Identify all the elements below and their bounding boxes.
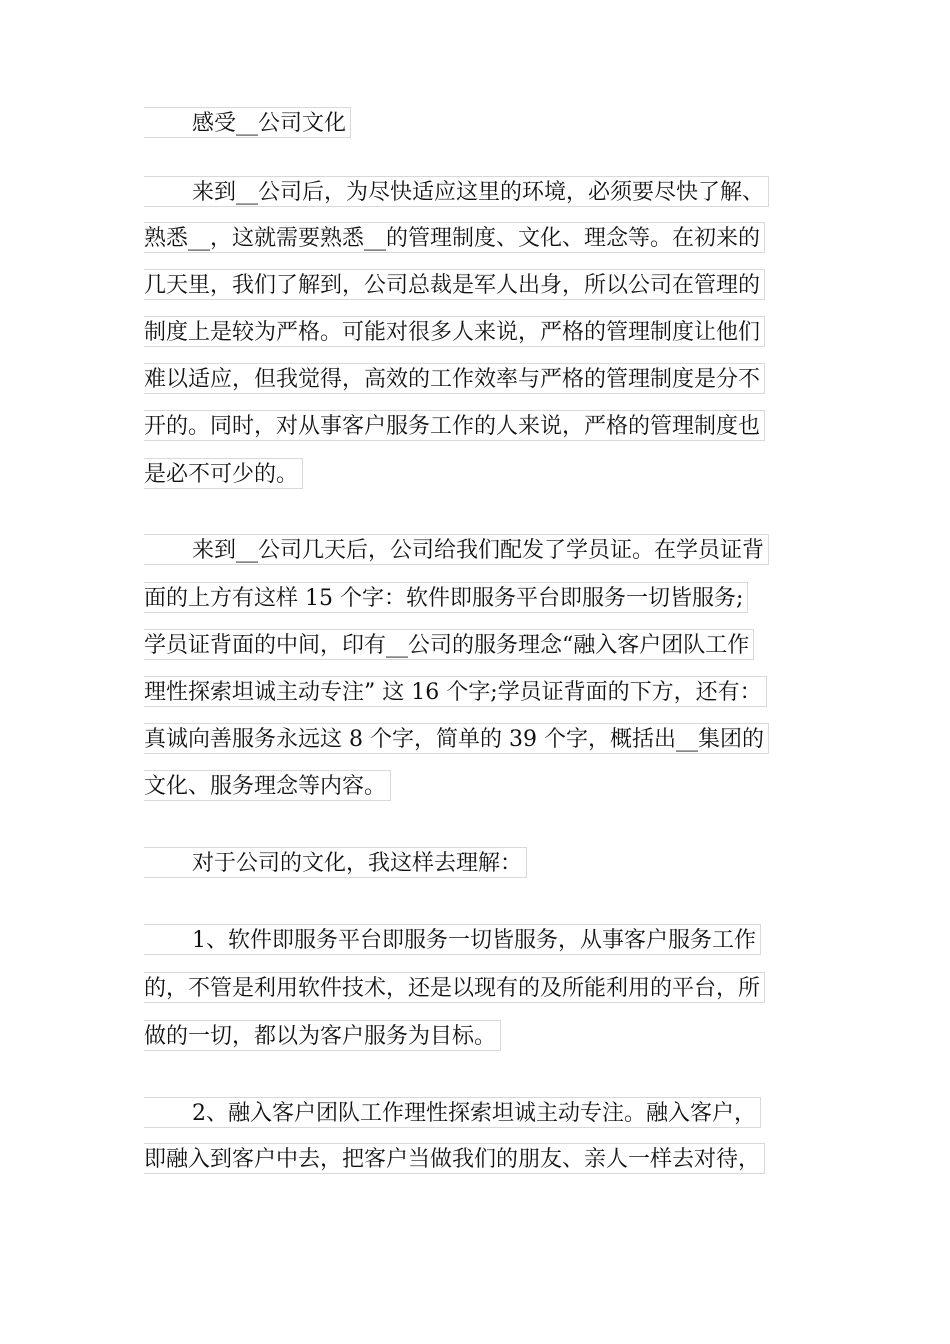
paragraph-line: 的，不管是利用软件技术，还是以现有的及所能利用的平台，所: [144, 972, 765, 1003]
paragraph-line: 是必不可少的。: [144, 458, 303, 489]
paragraph-line: 理性探索坦诚主动专注” 这 16 个字;学员证背面的下方，还有：: [144, 676, 767, 707]
paragraph-line: 来到__公司后，为尽快适应这里的环境，必须要尽快了解、: [144, 176, 769, 207]
paragraph-line: 做的一切，都以为客户服务为目标。: [144, 1020, 501, 1051]
paragraph-line: 2、融入客户团队工作理性探索坦诚主动专注。融入客户，: [144, 1097, 761, 1128]
paragraph-line: 文化、服务理念等内容。: [144, 770, 391, 801]
paragraph-line: 1、软件即服务平台即服务一切皆服务，从事客户服务工作: [144, 924, 761, 955]
paragraph-line: 学员证背面的中间，印有__公司的服务理念“融入客户团队工作: [144, 629, 754, 660]
paragraph-line: 即融入到客户中去，把客户当做我们的朋友、亲人一样去对待，: [144, 1143, 765, 1174]
paragraph-line: 制度上是较为严格。可能对很多人来说，严格的管理制度让他们: [144, 316, 765, 347]
paragraph-line: 真诚向善服务永远这 8 个字，简单的 39 个字，概括出__集团的: [144, 723, 769, 754]
document-title: 感受__公司文化: [144, 107, 351, 138]
paragraph-line: 熟悉__，这就需要熟悉__的管理制度、文化、理念等。在初来的: [144, 222, 765, 253]
paragraph-line: 面的上方有这样 15 个字：软件即服务平台即服务一切皆服务;: [144, 582, 748, 613]
paragraph-line: 难以适应，但我觉得，高效的工作效率与严格的管理制度是分不: [144, 363, 765, 394]
paragraph-line: 来到__公司几天后，公司给我们配发了学员证。在学员证背: [144, 534, 769, 565]
paragraph-line: 对于公司的文化，我这样去理解：: [144, 847, 527, 878]
paragraph-line: 开的。同时，对从事客户服务工作的人来说，严格的管理制度也: [144, 410, 765, 441]
paragraph-line: 几天里，我们了解到，公司总裁是军人出身，所以公司在管理的: [144, 269, 765, 300]
